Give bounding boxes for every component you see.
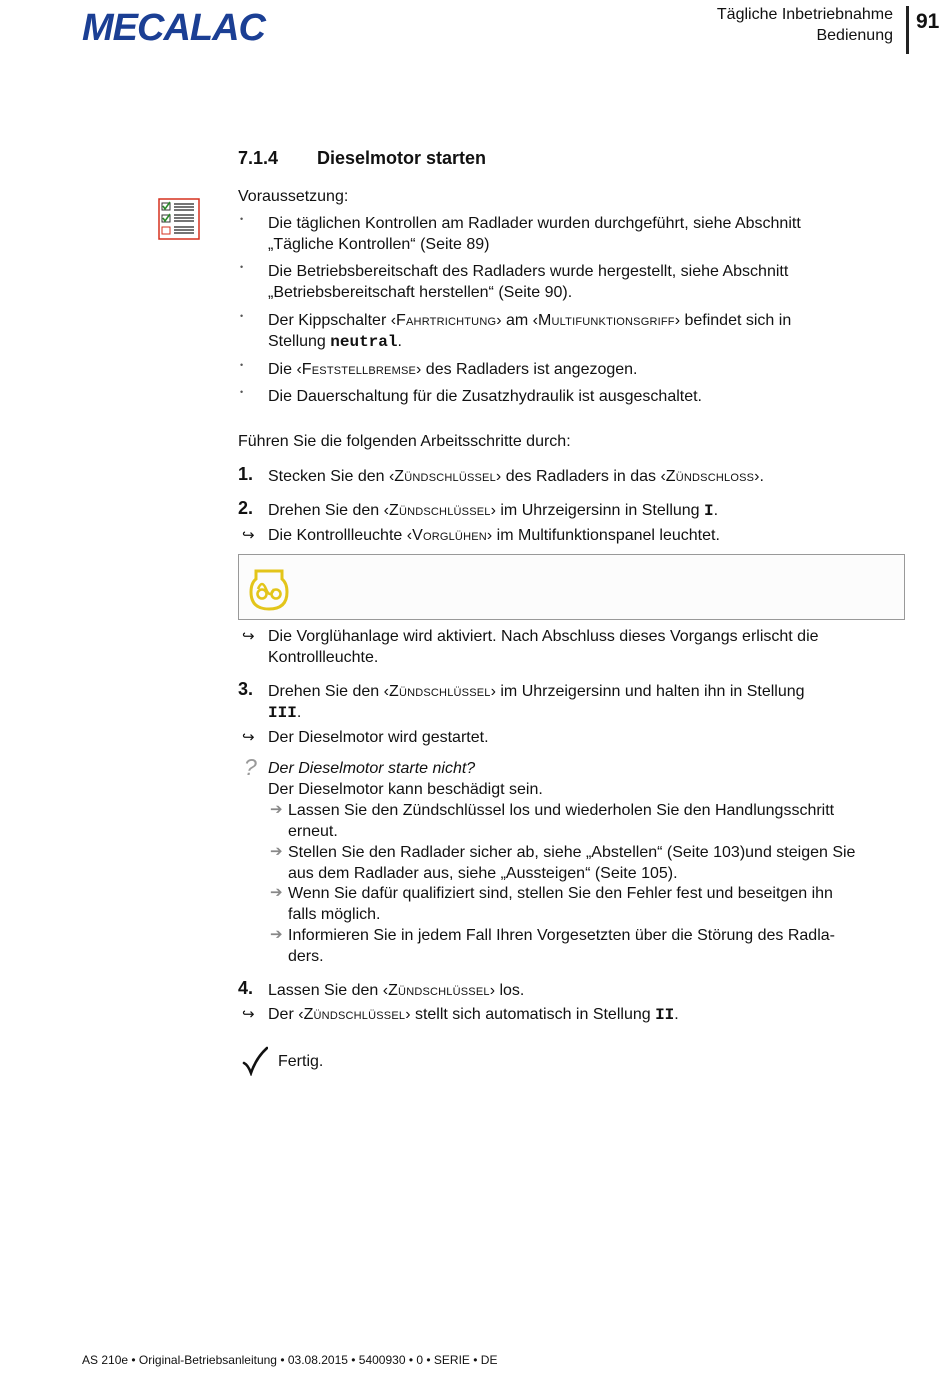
control-name: Zündschlüssel (388, 982, 490, 999)
trouble-question: Der Dieselmotor starte nicht? (268, 760, 476, 777)
chevron-right-icon: ➔ (270, 926, 283, 943)
header-divider (906, 6, 909, 54)
step-result: Der Dieselmotor wird gestartet. (268, 729, 489, 746)
text: Lassen Sie den ‹ (268, 982, 389, 999)
text: › des Radladers ist angezogen. (416, 361, 638, 378)
step-text (268, 466, 764, 487)
footer: AS 210e • Original-Betriebsanleitung • 03.08.2015 • 5400930 • 0 • SERIE • DE (82, 1353, 498, 1367)
header-title (717, 4, 893, 46)
text: › im Uhrzeigersinn und halten ihn in Stellung (490, 683, 805, 700)
prereq-heading: Voraussetzung: (238, 188, 349, 205)
position-value: II (655, 1006, 675, 1024)
step-text (268, 500, 718, 522)
trouble-remedy (288, 800, 834, 842)
text: Stellen Sie den Radlader sicher ab, siehe „Abstellen“ (Seite 103)und steigen Sie (288, 844, 856, 861)
prereq-item (268, 310, 791, 353)
checklist-icon (158, 198, 200, 240)
control-name: Zündschlüssel (388, 502, 491, 519)
done-label: Fertig. (278, 1053, 324, 1070)
steps-intro: Führen Sie die folgenden Arbeitsschritte durch: (238, 433, 571, 450)
text: › im Multifunktionspanel leuchtet. (486, 527, 720, 544)
position-value: III (268, 704, 297, 722)
text: Drehen Sie den ‹ (268, 502, 389, 519)
text: Die Vorglühanlage wird aktiviert. Nach Abschluss dieses Vorgangs erlischt die (268, 628, 819, 645)
trouble-remedy (288, 842, 855, 884)
position-value: I (704, 502, 714, 520)
text: erneut. (288, 823, 338, 840)
page-number: 91 (916, 10, 940, 33)
text: Die ‹ (268, 361, 302, 378)
indicator-lamp-panel (238, 554, 905, 620)
control-name: Zündschlüssel (394, 468, 496, 485)
section-title: Dieselmotor starten (317, 148, 487, 168)
text: › am ‹ (496, 312, 538, 329)
control-name: Zündschlüssel (303, 1006, 406, 1023)
prereq-item-line: „Tägliche Kontrollen“ (Seite 89) (268, 236, 490, 253)
text: Der Kippschalter ‹ (268, 312, 397, 329)
result-arrow-icon: ↪ (242, 1006, 255, 1023)
control-name: Fahrtrichtung (396, 312, 497, 329)
text: Stecken Sie den ‹ (268, 468, 395, 485)
chevron-right-icon: ➔ (270, 843, 283, 860)
step-result (268, 1004, 679, 1026)
text: Lassen Sie den Zündschlüssel los und wiederholen Sie den Handlungsschritt (288, 802, 835, 819)
text: Der ‹ (268, 1006, 304, 1023)
trouble-remedy (288, 883, 833, 925)
text: Drehen Sie den ‹ (268, 683, 389, 700)
prereq-item-line: Die täglichen Kontrollen am Radlader wurden durchgeführt, siehe Abschnitt (268, 215, 801, 232)
result-arrow-icon: ↪ (242, 527, 255, 544)
prereq-item (268, 261, 788, 303)
glow-plug-icon (249, 567, 289, 613)
step-result (268, 525, 720, 546)
step-number: 4. (238, 978, 254, 998)
bullet-icon: • (240, 262, 244, 272)
text: aus dem Radlader aus, siehe „Aussteigen“ (Seite 105). (288, 865, 678, 882)
header-chapter: Tägliche Inbetriebnahme (716, 6, 893, 23)
prereq-item-line: „Betriebsbereitschaft herstellen“ (Seite 90). (268, 284, 573, 301)
bullet-icon: • (240, 387, 244, 397)
step-text (268, 681, 805, 724)
section-heading (238, 148, 486, 169)
step-text (268, 980, 524, 1001)
prereq-item: Die Dauerschaltung für die Zusatzhydraulik ist ausgeschaltet. (268, 388, 702, 405)
result-arrow-icon: ↪ (242, 628, 255, 645)
step-number: 1. (238, 464, 254, 484)
step-number: 3. (238, 679, 254, 699)
text: Informieren Sie in jedem Fall Ihren Vorgesetzten über die Störung des Radla- (288, 927, 835, 944)
text: . (296, 704, 302, 721)
bullet-icon: • (240, 311, 244, 321)
text: Wenn Sie dafür qualifiziert sind, stellen Sie den Fehler fest und beseitgen ihn (288, 885, 833, 902)
text: › los. (489, 982, 525, 999)
bullet-icon: • (240, 360, 244, 370)
header-subchapter: Bedienung (816, 27, 893, 44)
control-name: Multifunktionsgriff (538, 312, 675, 329)
control-name: Feststellbremse (301, 361, 417, 378)
question-icon: ? (244, 754, 257, 780)
text: › befindet sich in (674, 312, 792, 329)
brand-text: MECALAC (82, 7, 265, 49)
text: . (674, 1006, 679, 1023)
chevron-right-icon: ➔ (270, 801, 283, 818)
trouble-cause: Der Dieselmotor kann beschädigt sein. (268, 781, 543, 798)
text: Stellung (268, 333, 331, 350)
control-name: Zündschlüssel (388, 683, 491, 700)
control-name: Zündschloss (665, 468, 755, 485)
check-icon (242, 1046, 268, 1076)
text: . (713, 502, 719, 519)
text: . (397, 333, 402, 350)
mecalac-logo (82, 4, 287, 50)
prereq-item (268, 213, 801, 255)
prereq-item-line: Die Betriebsbereitschaft des Radladers wurde hergestellt, siehe Abschnitt (268, 263, 789, 280)
text: › des Radladers in das ‹ (495, 468, 666, 485)
text: › stellt sich automatisch in Stellung (405, 1006, 656, 1023)
step-number: 2. (238, 498, 254, 518)
section-number: 7.1.4 (238, 148, 279, 168)
trouble-remedy (288, 925, 835, 967)
step-result (268, 626, 819, 668)
control-name: Vorglühen (412, 527, 487, 544)
chevron-right-icon: ➔ (270, 884, 283, 901)
bullet-icon: • (240, 214, 244, 224)
position-value: neutral (330, 333, 398, 351)
result-arrow-icon: ↪ (242, 729, 255, 746)
text: Die Kontrollleuchte ‹ (268, 527, 413, 544)
prereq-item (268, 359, 638, 380)
text: Kontrollleuchte. (268, 649, 379, 666)
text: ›. (754, 468, 764, 485)
text: › im Uhrzeigersinn in Stellung (490, 502, 705, 519)
text: ders. (288, 948, 324, 965)
text: falls möglich. (288, 906, 381, 923)
